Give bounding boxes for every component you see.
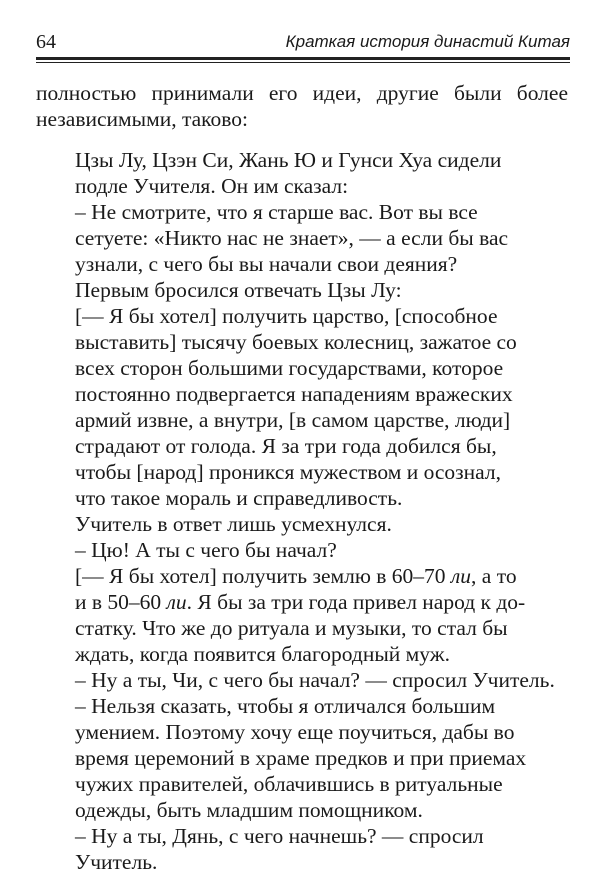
text-line: полностью принимали его идеи, другие были более: [36, 81, 568, 105]
quote-line: [— Я бы хотел] получить землю в 60–70 ли, а то: [75, 564, 517, 588]
quote-line: ждать, когда появится благородный муж.: [75, 642, 450, 666]
header-rule-thin: [36, 62, 570, 63]
quote-line: выставить] тысячу боевых колесниц, зажатое со: [75, 330, 517, 354]
quote-line: что такое мораль и справедливость.: [75, 486, 403, 510]
quote-line: чтобы [народ] проникся мужеством и осознал,: [75, 460, 502, 484]
text-line: независимыми, таково:: [36, 107, 248, 131]
header-rule-thick: [36, 57, 570, 60]
quote-line: всех сторон большими государствами, которое: [75, 356, 504, 380]
quotation-block: [75, 147, 568, 875]
quote-line: армий извне, а внутри, [в самом царстве, люди]: [75, 408, 511, 432]
quote-line: одежды, быть младшим помощником.: [75, 798, 423, 822]
quote-line: и в 50–60 ли. Я бы за три года привел народ к до-: [75, 590, 526, 614]
quote-line: подле Учителя. Он им сказал:: [75, 174, 349, 198]
quote-line: статку. Что же до ритуала и музыки, то стал бы: [75, 616, 508, 640]
running-title: Краткая история династий Китая: [285, 32, 570, 51]
unit-li: ли: [450, 564, 472, 588]
quote-line: время церемоний в храме предков и при приемах: [75, 746, 527, 770]
page-number: 64: [36, 31, 56, 53]
quote-line: Цзы Лу, Цзэн Си, Жань Ю и Гунси Хуа сидели: [75, 148, 502, 172]
quote-line: Учитель.: [75, 850, 158, 874]
quote-line: сетуете: «Никто нас не знает», — а если бы вас: [75, 226, 509, 250]
quote-line: – Не смотрите, что я старше вас. Вот вы все: [75, 200, 478, 224]
page-header: [36, 30, 570, 56]
quote-line: страдают от голода. Я за три года добился бы,: [75, 434, 497, 458]
quote-line: Учитель в ответ лишь усмехнулся.: [75, 512, 392, 536]
quote-line: – Цю! А ты с чего бы начал?: [75, 538, 337, 562]
unit-li: ли: [166, 590, 187, 614]
quote-line: [— Я бы хотел] получить царство, [способное: [75, 304, 498, 328]
quote-line: – Ну а ты, Чи, с чего бы начал? — спросил Учитель.: [75, 668, 555, 692]
intro-paragraph: [36, 80, 568, 132]
quote-line: чужих правителей, облачившись в ритуальные: [75, 772, 503, 796]
quote-line: постоянно подвергается нападениям вражеских: [75, 382, 513, 406]
quote-line: – Нельзя сказать, чтобы я отличался большим: [75, 694, 496, 718]
quote-line: – Ну а ты, Дянь, с чего начнешь? — спросил: [75, 824, 484, 848]
quote-line: узнали, с чего бы вы начали свои деяния?: [75, 252, 458, 276]
quote-line: Первым бросился отвечать Цзы Лу:: [75, 278, 402, 302]
quote-line: умением. Поэтому хочу еще поучиться, дабы во: [75, 720, 515, 744]
